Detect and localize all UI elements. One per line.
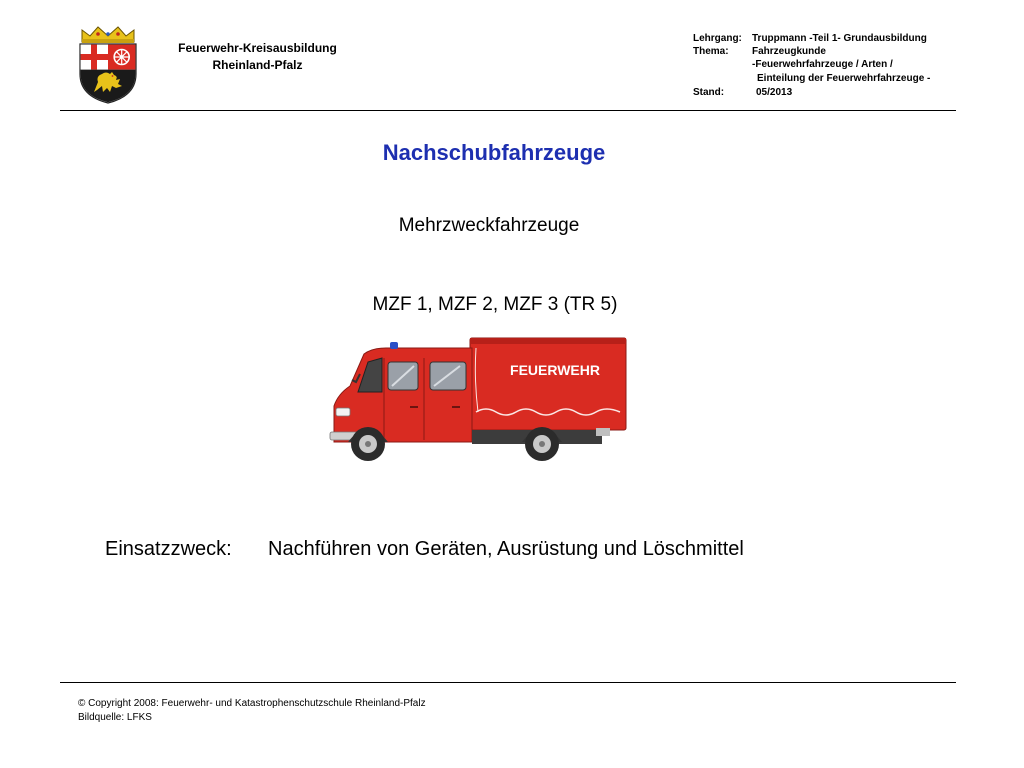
- copyright-notice: © Copyright 2008: Feuerwehr- und Katastrophenschutzschule Rheinland-Pfalz: [78, 698, 426, 709]
- fire-truck-illustration: [326, 334, 630, 468]
- crown-icon: [82, 27, 134, 43]
- organization-name: Feuerwehr-Kreisausbildung: [178, 41, 337, 55]
- purpose-text: Nachführen von Geräten, Ausrüstung und Löschmittel: [268, 538, 744, 560]
- truck-label: FEUERWEHR: [510, 362, 600, 378]
- header-divider: [60, 110, 956, 111]
- status-value: 05/2013: [756, 87, 793, 98]
- footer-divider: [60, 682, 956, 683]
- vehicle-models: MZF 1, MZF 2, MZF 3 (TR 5): [372, 294, 618, 315]
- course-value: Truppmann -Teil 1- Grundausbildung: [752, 33, 927, 44]
- status-label: Stand:: [693, 87, 725, 98]
- rear-wheel-icon: [525, 427, 559, 461]
- slide-title: Nachschubfahrzeuge: [382, 140, 606, 165]
- topic-value: Fahrzeugkunde: [752, 46, 826, 57]
- slide-subtitle: Mehrzweckfahrzeuge: [398, 215, 580, 236]
- shield-icon: [80, 44, 136, 103]
- topic-value-line2: -Feuerwehrfahrzeuge / Arten /: [752, 59, 893, 70]
- topic-label: Thema:: [693, 46, 729, 57]
- front-wheel-icon: [351, 427, 385, 461]
- organization-region: Rheinland-Pfalz: [212, 58, 303, 72]
- coat-of-arms-logo: [74, 24, 142, 104]
- course-label: Lehrgang:: [693, 33, 742, 44]
- purpose-label: Einsatzzweck:: [105, 538, 232, 560]
- topic-value-line3: Einteilung der Feuerwehrfahrzeuge -: [757, 73, 931, 84]
- image-source: Bildquelle: LFKS: [78, 712, 152, 723]
